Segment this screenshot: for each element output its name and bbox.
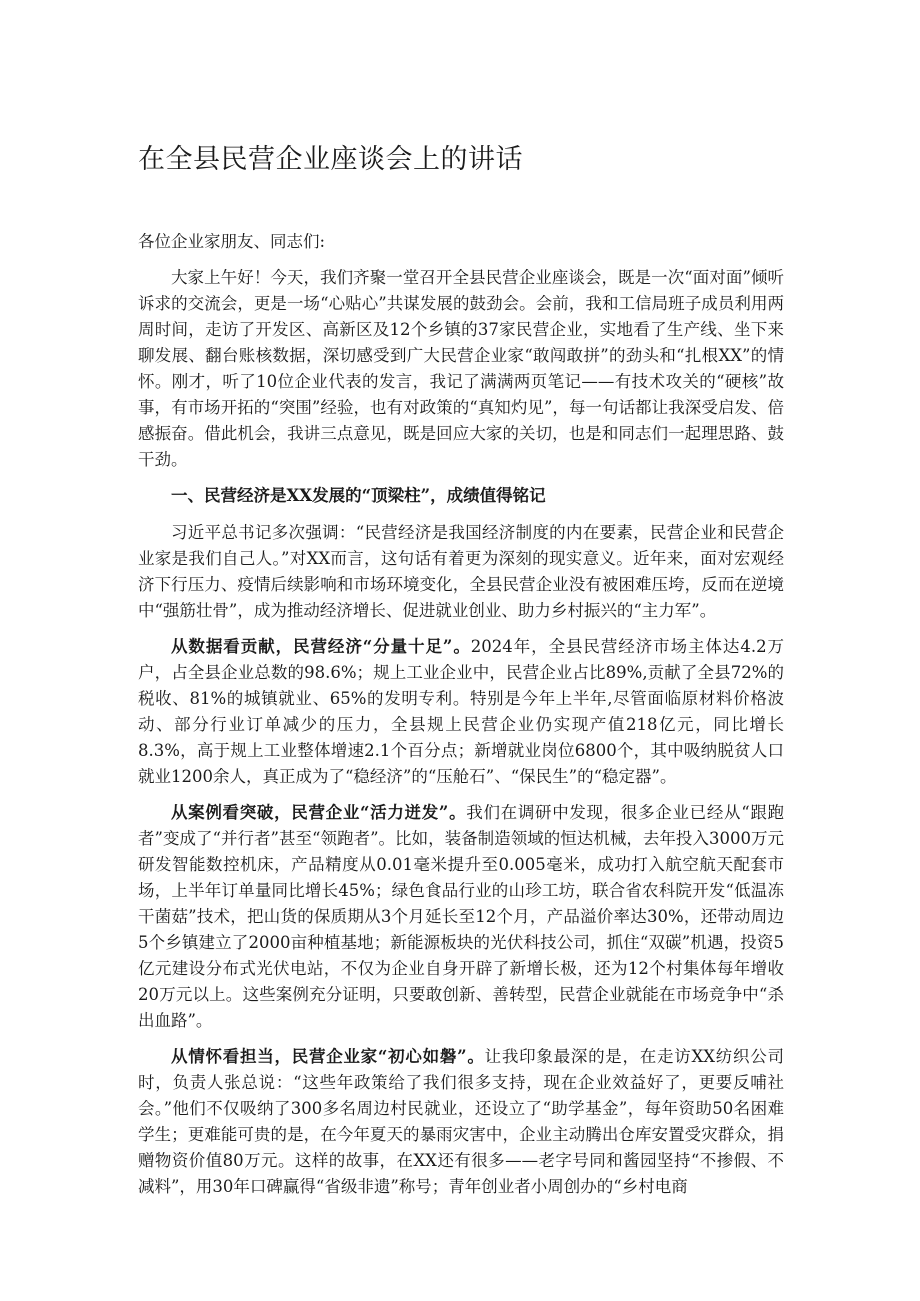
section-heading: 一、民营经济是XX发展的“顶梁柱”，成绩值得铭记 xyxy=(171,486,546,505)
body-paragraph-contribution xyxy=(138,634,784,790)
salutation: 各位企业家朋友、同志们: xyxy=(138,232,326,251)
paragraph-text: 让我印象最深的是，在走访XX纺织公司时，负责人张总说：“这些年政策给了我们很多支持，现在企业效益好了，更要反哺社会。”他们不仅吸纳了300多名周边村民就业，还设立了“助学基金”，每年资助50名困难学生；更难能可贵的是，在今年夏天的暴雨灾害中，企业主动腾出仓库安置受灾群众，捐赠物资价值80万元。这样的故事，在XX还有很多——老字号同和酱园坚持“不掺假、不减料”，用30年口碑赢得“省级非遗”称号；青年创业者小周创办的“乡村电商 xyxy=(138,1047,784,1196)
paragraph-text: 2024年，全县民营经济市场主体达4.2万户，占全县企业总数的98.6%；规上工业企业中，民营企业占比89%,贡献了全县72%的税收、81%的城镇就业、65%的发明专利。特别是今年上半年,尽管面临原材料价格波动、部分行业订单减少的压力，全县规上民营企业仍实现产值218亿元，同比增长8.3%，高于规上工业整体增速2.1个百分点；新增就业岗位6800个，其中吸纳脱贫人口就业1200余人，真正成为了“稳经济”的“压舱石”、“保民生”的“稳定器”。 xyxy=(138,637,785,786)
intro-paragraph: 大家上午好！今天，我们齐聚一堂召开全县民营企业座谈会，既是一次“面对面”倾听诉求的交流会，更是一场“心贴心”共谋发展的鼓劲会。会前，我和工信局班子成员利用两周时间，走访了开发区、高新区及12个乡镇的37家民营企业，实地看了生产线、坐下来聊发展、翻台账核数据，深切感受到广大民营企业家“敢闯敢拼”的劲头和“扎根XX”的情怀。刚才，听了10位企业代表的发言，我记了满满两页笔记——有技术攻关的“硬核”故事，有市场开拓的“突围”经验，也有对政策的“真知灼见”，每一句话都让我深受启发、倍感振奋。借此机会，我讲三点意见，既是回应大家的关切，也是和同志们一起理思路、鼓干劲。 xyxy=(138,268,784,469)
document-title: 在全县民营企业座谈会上的讲话 xyxy=(138,144,523,175)
paragraph-text: 我们在调研中发现，很多企业已经从“跟跑者”变成了“并行者”甚至“领跑者”。比如，装备制造领域的恒达机械，去年投入3000万元研发智能数控机床，产品精度从0.01毫米提升至0.005毫米，成功打入航空航天配套市场，上半年订单量同比增长45%；绿色食品行业的山珍工坊，联合省农科院开发“低温冻干菌菇”技术，把山货的保质期从3个月延长至12个月，产品溢价率达30%，还带动周边5个乡镇建立了2000亩种植基地；新能源板块的光伏科技公司，抓住“双碳”机遇，投资5亿元建设分布式光伏电站，不仅为企业自身开辟了新增长极，还为12个村集体每年增收20万元以上。这些案例充分证明，只要敢创新、善转型，民营企业就能在市场竞争中“杀出血路”。 xyxy=(138,803,785,1030)
paragraph-lead: 从案例看突破，民营企业“活力迸发”。 xyxy=(171,803,467,822)
paragraph-lead: 从数据看贡献，民营经济“分量十足”。 xyxy=(171,637,471,656)
body-paragraph-breakthrough xyxy=(138,800,784,1034)
document-body xyxy=(138,229,784,1210)
body-paragraph-responsibility xyxy=(138,1044,784,1200)
paragraph-lead: 从情怀看担当，民营企业家“初心如磐”。 xyxy=(171,1047,485,1066)
section-opening-paragraph: 习近平总书记多次强调：“民营经济是我国经济制度的内在要素，民营企业和民营企业家是我们自己人。”对XX而言，这句话有着更为深刻的现实意义。近年来，面对宏观经济下行压力、疫情后续影响和市场环境变化，全县民营企业没有被困难压垮，反而在逆境中“强筋壮骨”，成为推动经济增长、促进就业创业、助力乡村振兴的“主力军”。 xyxy=(138,523,784,620)
